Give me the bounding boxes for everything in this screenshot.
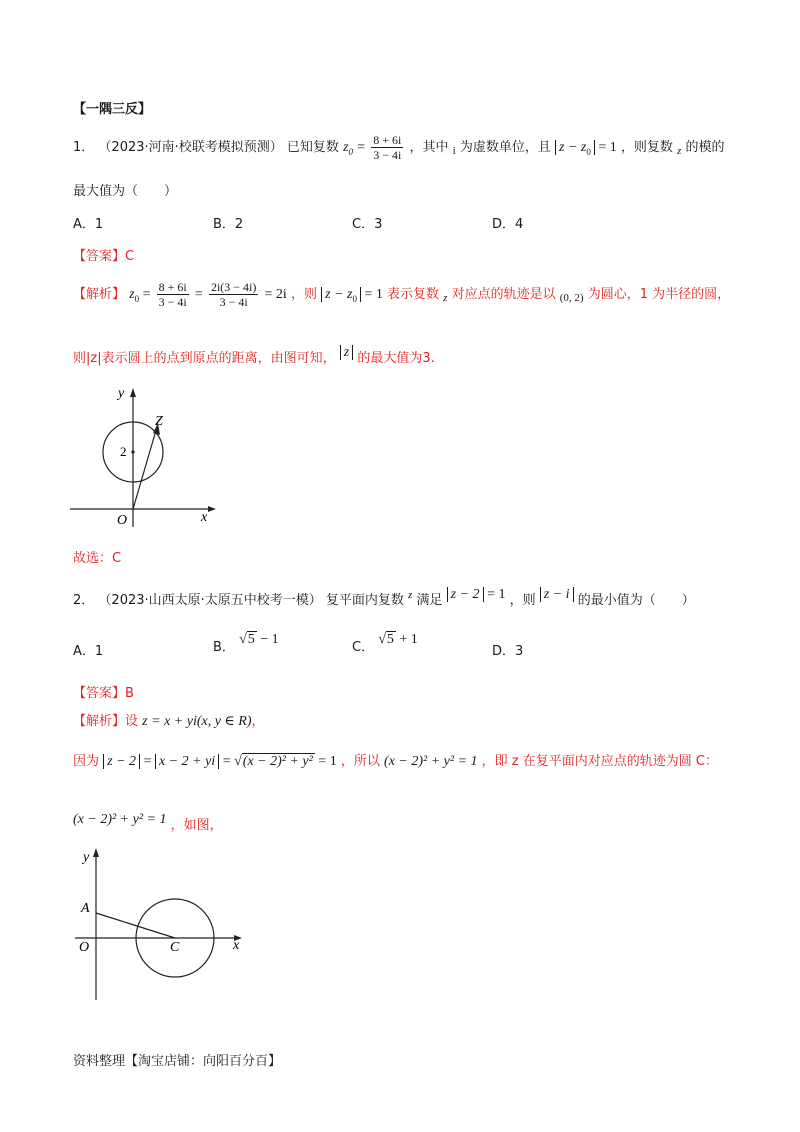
q1-text-b: ，其中: [409, 140, 449, 155]
q1-analysis-line1: 【解析】 $z_0$ = $\frac{8 + 6i}{3 - 4i}$ = $\frac{2i(3 - 4i)}{3 - 4i}$ = 2i ，则 $z - z_0 = 1$ 表示复数 $_z$ 对应点的轨迹是以 $_{(0, 2)}$ 为圆心，1 为半径的圆，: [73, 280, 731, 309]
circle-center: [131, 450, 134, 453]
point-c-label: C: [170, 940, 180, 955]
q1-answer: 【答案】C: [73, 249, 135, 264]
q1-condition: $z - z_0 = 1$: [555, 140, 617, 155]
q1-option-a: A．1: [73, 217, 104, 232]
q2-option-a: A．1: [73, 644, 104, 659]
q2-option-d: D．3: [492, 644, 524, 659]
q1-option-b: B．2: [213, 217, 244, 232]
origin-label: O: [117, 513, 128, 528]
q1-source: （2023·河南·校联考模拟预测）: [98, 140, 283, 155]
q1-i-var: i: [452, 145, 456, 157]
y-label: y: [83, 850, 90, 865]
q1-option-c: C．3: [352, 217, 383, 232]
x-axis-arrow-icon: [208, 506, 216, 512]
q1-z0: $z_0$: [343, 140, 354, 157]
q2-answer: 【答案】B: [73, 686, 134, 701]
origin-label: O: [79, 940, 90, 955]
q2-analysis-line1: 【解析】设 z = x + yi(x, y ∈ R)，: [73, 714, 265, 729]
question-1-line2: 最大值为（ ）: [73, 184, 178, 199]
q1-fraction: $\frac{8 + 6i}{3 - 4i}$: [373, 133, 402, 162]
center-label: 2: [120, 444, 127, 459]
q2-option-c: C． √5 + 1: [352, 632, 418, 655]
question-2-line1: 2． （2023·山西太原·太原五中校考一模） 复平面内复数 $^z$ 满足 z − 2 = 1 ，则 z − i 的最小值为（ ）: [73, 587, 695, 608]
segment-ac: [96, 913, 175, 938]
q1-text-d: ，则复数: [620, 140, 673, 155]
question-1-line1: 1． （2023·河南·校联考模拟预测） 已知复数 $z_0$ = $\frac{8 + 6i}{3 - 4i}$ ，其中 $_i$ 为虚数单位，且 $z - z_0 = 1$ ，则复数 $_z$ 的模的: [73, 133, 725, 162]
y-axis-arrow-icon: [130, 388, 136, 397]
x-label: x: [201, 510, 208, 525]
q1-number: 1．: [73, 140, 95, 155]
q1-analysis-line2: 则|z|表示圆上的点到原点的距离，由图可知， z 的最大值为3.: [73, 345, 435, 366]
x-label: x: [233, 938, 240, 953]
z-label: Z: [155, 414, 163, 429]
y-axis-arrow-icon: [93, 848, 99, 857]
vector-oz: [133, 427, 157, 509]
footer: 资料整理【淘宝店铺：向阳百分百】: [73, 1054, 282, 1069]
point-a-label: A: [81, 901, 90, 916]
q1-text-c: 为虚数单位，且: [459, 140, 551, 155]
y-label: y: [118, 386, 125, 401]
q1-figure: [70, 385, 220, 530]
q1-choice: 故选：C: [73, 551, 122, 566]
section-title: 【一隅三反】: [73, 102, 152, 117]
q2-figure: [70, 845, 250, 1005]
q2-analysis-line2: 因为 z − 2 = x − 2 + yi = √(x − 2)² + y² = 1 ，所以 (x − 2)² + y² = 1 ，即 z 在复平面内对应点的轨迹为圆 C：: [73, 754, 718, 769]
q2-analysis-line3: (x − 2)² + y² = 1 ，如图，: [73, 812, 223, 833]
q2-option-b: B． √5 − 1: [213, 632, 279, 655]
q1-z-var: z: [677, 145, 682, 157]
q1-text-e: 的模的: [685, 140, 725, 155]
q1-text-a: 已知复数: [286, 140, 339, 155]
q1-option-d: D．4: [492, 217, 524, 232]
